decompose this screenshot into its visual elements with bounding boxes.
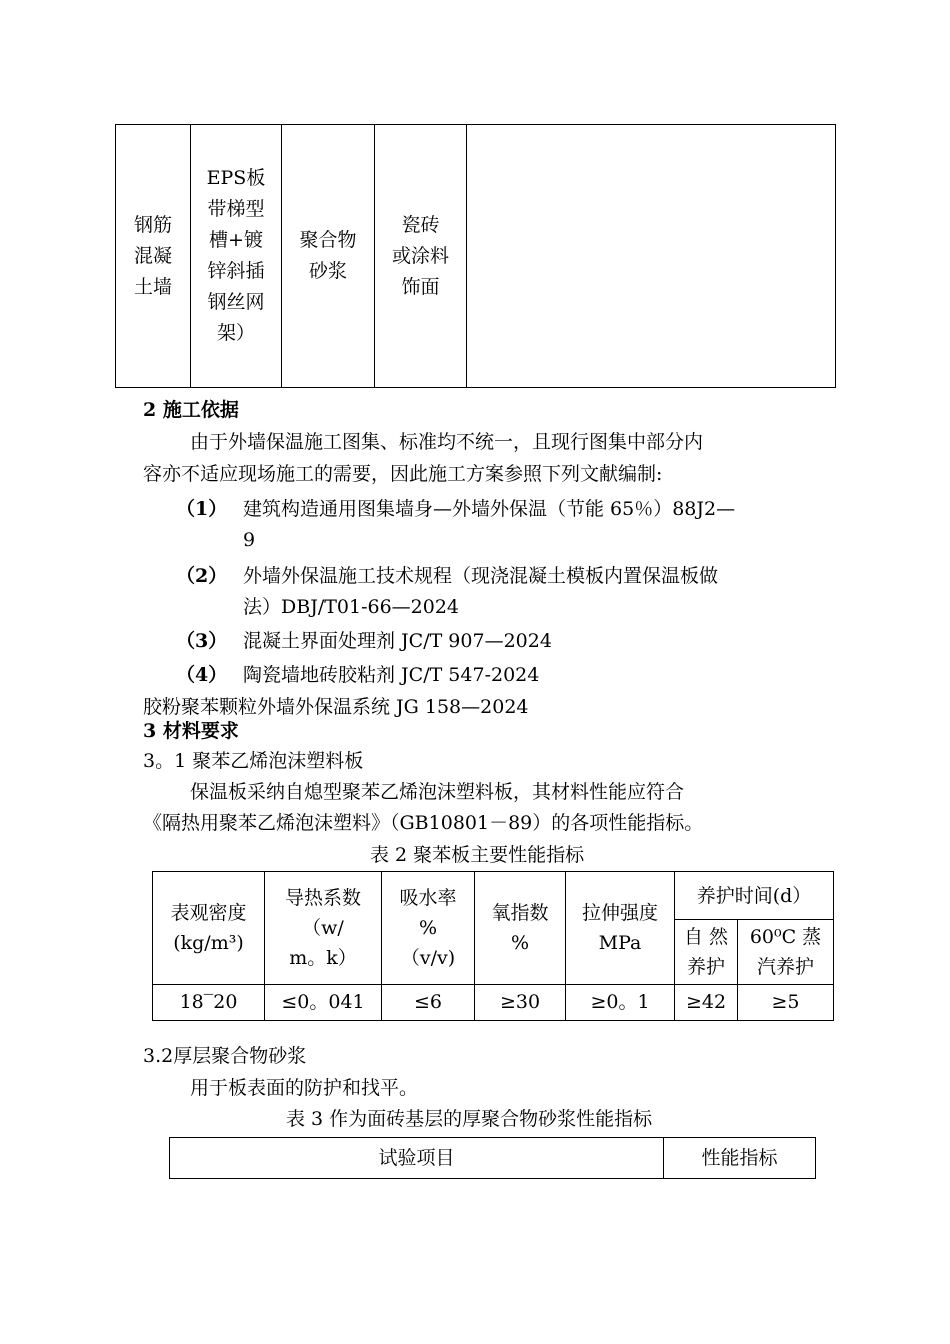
t2-value-natural: ≥42 <box>675 984 738 1020</box>
section2-para-line1: 由于外墙保温施工图集、标准均不统一，且现行图集中部分内 <box>190 431 704 453</box>
t2-header-curing: 养护时间(d） <box>675 872 834 920</box>
section32-heading: 3.2厚层聚合物砂浆 <box>143 1045 307 1067</box>
t2-header-density: 表观密度 (kg/m³) <box>153 872 265 985</box>
wall-structure-table <box>115 124 836 388</box>
section32-text: 用于板表面的防护和找平。 <box>190 1077 419 1099</box>
ref1-line1: 建筑构造通用图集墙身—外墙外保温（节能 65％）88J2— <box>243 498 736 520</box>
t2-value-tensile: ≥0。1 <box>566 984 675 1020</box>
table1-cell-board: EPS板 带梯型 槽+镀 锌斜插 钢丝网 架） <box>191 125 282 388</box>
t2-header-conductivity: 导热系数 （w/ m。k） <box>265 872 382 985</box>
section3-heading: 3 材料要求 <box>143 720 239 742</box>
t2-value-oxygen: ≥30 <box>475 984 566 1020</box>
ref2-line1: 外墙外保温施工技术规程（现浇混凝土模板内置保温板做 <box>243 565 719 587</box>
ref2-line2: 法）DBJ/T01-66—2024 <box>243 596 460 618</box>
t2-header-natural: 自 然 养护 <box>675 920 738 984</box>
t2-header-absorption: 吸水率 % （v/v) <box>382 872 475 985</box>
t3-header-item: 试验项目 <box>170 1138 664 1179</box>
t3-header-index: 性能指标 <box>664 1138 816 1179</box>
t2-value-density: 18‾20 <box>153 984 265 1020</box>
ref3-line1: 混凝土界面处理剂 JC/T 907—2024 <box>243 630 552 652</box>
ref1-number: （1） <box>176 498 228 520</box>
section2-para-line2: 容亦不适应现场施工的需要，因此施工方案参照下列文献编制: <box>143 463 663 485</box>
ref3-number: （3） <box>176 630 228 652</box>
table2-caption: 表 2 聚苯板主要性能指标 <box>370 844 585 866</box>
ref1-line2: 9 <box>243 529 256 551</box>
table3-caption: 表 3 作为面砖基层的厚聚合物砂浆性能指标 <box>286 1108 653 1130</box>
table1-cell-wall: 钢筋 混凝 土墙 <box>116 125 191 388</box>
table1-cell-empty <box>467 125 836 388</box>
t2-value-steam: ≥5 <box>738 984 834 1020</box>
ref4-line1: 陶瓷墙地砖胶粘剂 JC/T 547-2024 <box>243 664 540 686</box>
ref2-number: （2） <box>176 565 228 587</box>
section31-heading: 3。1 聚苯乙烯泡沫塑料板 <box>143 750 364 772</box>
ref5-line: 胶粉聚苯颗粒外墙外保温系统 JG 158—2024 <box>143 696 529 718</box>
section31-para-line2: 《隔热用聚苯乙烯泡沫塑料》（GB10801－89）的各项性能指标。 <box>143 812 704 834</box>
t2-value-absorption: ≤6 <box>382 984 475 1020</box>
mortar-performance-table <box>169 1137 816 1179</box>
section2-heading: 2 施工依据 <box>143 399 239 421</box>
t2-header-oxygen: 氧指数 % <box>475 872 566 985</box>
section31-para-line1: 保温板采纳自熄型聚苯乙烯泡沫塑料板，其材料性能应符合 <box>190 781 685 803</box>
table1-cell-mortar: 聚合物 砂浆 <box>282 125 375 388</box>
t2-header-tensile: 拉伸强度 MPa <box>566 872 675 985</box>
t2-header-steam: 60⁰C 蒸 汽养护 <box>738 920 834 984</box>
table1-cell-finish: 瓷砖 或涂料 饰面 <box>375 125 467 388</box>
t2-value-conductivity: ≤0。041 <box>265 984 382 1020</box>
ref4-number: （4） <box>176 664 228 686</box>
eps-performance-table <box>152 871 834 1021</box>
